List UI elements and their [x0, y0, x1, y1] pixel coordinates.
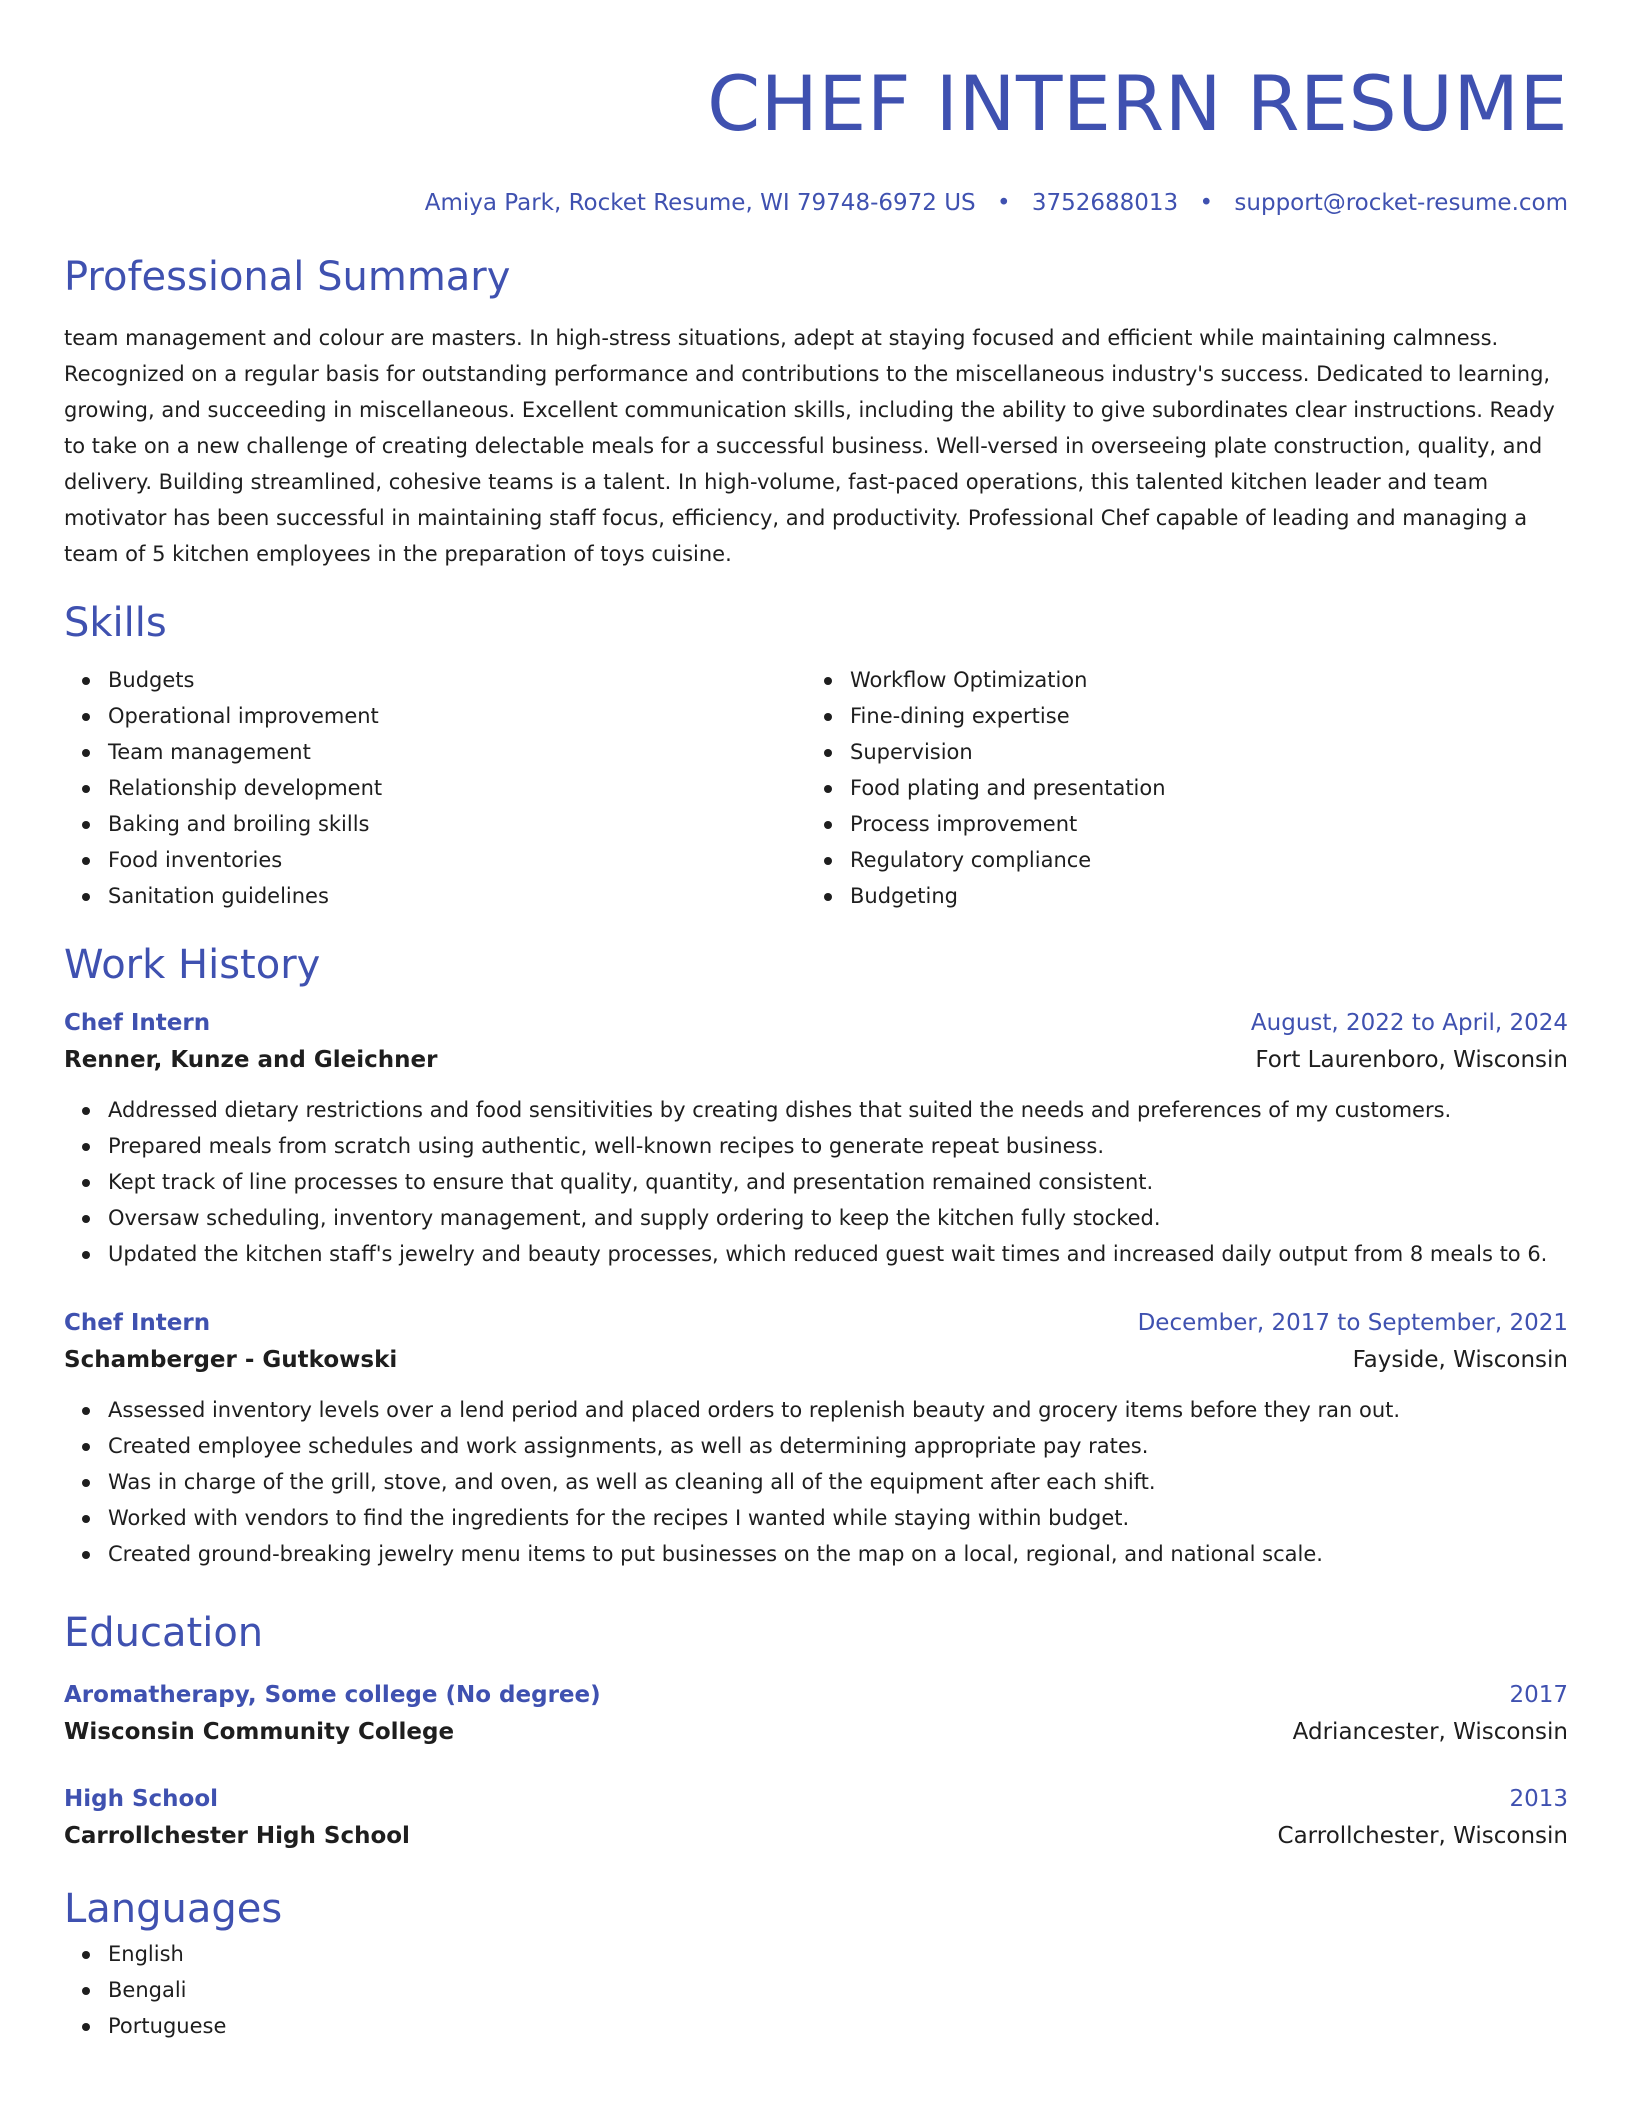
skill-item: Operational improvement: [108, 698, 806, 734]
job-bullet: Addressed dietary restrictions and food sensitivities by creating dishes that suited the needs and preferences of my customers.: [108, 1092, 1568, 1128]
skills-section: [64, 596, 1568, 914]
job-title-row: [64, 1306, 1568, 1340]
education-entry: [64, 1678, 1568, 1752]
job-location: Fort Laurenboro, Wisconsin: [1255, 1047, 1568, 1073]
skills-column-right: [806, 662, 1548, 914]
language-item: Portuguese: [108, 2008, 1568, 2044]
job-bullets: [64, 1392, 1568, 1572]
job-dates: December, 2017 to September, 2021: [1137, 1310, 1568, 1336]
job-company: Schamberger - Gutkowski: [64, 1347, 398, 1373]
skill-item: Process improvement: [850, 806, 1548, 842]
contact-phone: 3752688013: [1031, 190, 1179, 216]
job-company: Renner, Kunze and Gleichner: [64, 1047, 438, 1073]
language-item: English: [108, 1936, 1568, 1972]
skill-item: Relationship development: [108, 770, 806, 806]
skill-item: Budgets: [108, 662, 806, 698]
skill-item: Food plating and presentation: [850, 770, 1548, 806]
contact-separator: •: [996, 190, 1011, 216]
skill-item: Food inventories: [108, 842, 806, 878]
skills-list-right: [806, 662, 1548, 914]
job-bullets: [64, 1092, 1568, 1272]
education-entry: [64, 1782, 1568, 1856]
education-school: Wisconsin Community College: [64, 1719, 455, 1745]
education-year: 2013: [1509, 1786, 1568, 1812]
skill-item: Budgeting: [850, 878, 1548, 914]
job-bullet: Was in charge of the grill, stove, and oven, as well as cleaning all of the equipment after each shift.: [108, 1464, 1568, 1500]
job-entry: [64, 1306, 1568, 1572]
job-bullet: Kept track of line processes to ensure that quality, quantity, and presentation remained consistent.: [108, 1164, 1568, 1200]
job-bullet: Assessed inventory levels over a lend period and placed orders to replenish beauty and grocery items before they ran out.: [108, 1392, 1568, 1428]
job-bullet: Worked with vendors to find the ingredients for the recipes I wanted while staying within budget.: [108, 1500, 1568, 1536]
job-title: Chef Intern: [64, 1310, 211, 1336]
education-heading: Education: [64, 1610, 264, 1656]
job-bullet: Oversaw scheduling, inventory management, and supply ordering to keep the kitchen fully stocked.: [108, 1200, 1568, 1236]
skill-item: Sanitation guidelines: [108, 878, 806, 914]
languages-heading: Languages: [64, 1886, 283, 1932]
job-bullet: Updated the kitchen staff's jewelry and beauty processes, which reduced guest wait times and increased daily output from 8 meals to 6.: [108, 1236, 1568, 1272]
education-year: 2017: [1509, 1682, 1568, 1708]
skills-columns: [64, 662, 1568, 914]
job-entry: [64, 1006, 1568, 1272]
contact-email: support@rocket-resume.com: [1234, 190, 1568, 216]
contact-separator: •: [1199, 190, 1214, 216]
job-bullet: Prepared meals from scratch using authentic, well-known recipes to generate repeat business.: [108, 1128, 1568, 1164]
education-section: [64, 1606, 1568, 1856]
job-company-row: [64, 1340, 1568, 1380]
skills-column-left: [64, 662, 806, 914]
summary-section: [64, 250, 1568, 572]
resume-header: [64, 56, 1568, 218]
job-bullet: Created employee schedules and work assignments, as well as determining appropriate pay rates.: [108, 1428, 1568, 1464]
contact-address: Amiya Park, Rocket Resume, WI 79748-6972 US: [424, 190, 976, 216]
languages-list: [64, 1936, 1568, 2044]
education-degree: Aromatherapy, Some college (No degree): [64, 1682, 601, 1708]
job-title-row: [64, 1006, 1568, 1040]
skills-heading: Skills: [64, 600, 167, 646]
job-company-row: [64, 1040, 1568, 1080]
work-heading: Work History: [64, 942, 321, 988]
skill-item: Fine-dining expertise: [850, 698, 1548, 734]
skill-item: Workflow Optimization: [850, 662, 1548, 698]
languages-section: [64, 1882, 1568, 2044]
job-title: Chef Intern: [64, 1010, 211, 1036]
education-school-row: [64, 1712, 1568, 1752]
education-location: Adriancester, Wisconsin: [1292, 1719, 1568, 1745]
job-bullet: Created ground-breaking jewelry menu items to put businesses on the map on a local, regional, and national scale.: [108, 1536, 1568, 1572]
education-location: Carrollchester, Wisconsin: [1277, 1823, 1568, 1849]
contact-line: [64, 188, 1568, 218]
skill-item: Regulatory compliance: [850, 842, 1548, 878]
skill-item: Supervision: [850, 734, 1548, 770]
skills-list-left: [64, 662, 806, 914]
skill-item: Team management: [108, 734, 806, 770]
skill-item: Baking and broiling skills: [108, 806, 806, 842]
education-degree-row: [64, 1678, 1568, 1712]
education-degree-row: [64, 1782, 1568, 1816]
summary-heading: Professional Summary: [64, 254, 511, 300]
summary-text: team management and colour are masters. In high-stress situations, adept at staying focused and efficient while maintaining calmness. Recognized on a regular basis for outstanding performance and contributions to the miscellaneous industry's success. Dedicated to learning, growing, and succeeding in miscellaneous. Excellent communication skills, including the ability to give subordinates clear instructions. Ready to take on a new challenge of creating delectable meals for a successful business. Well-versed in overseeing plate construction, quality, and delivery. Building streamlined, cohesive teams is a talent. In high-volume, fast-paced operations, this talented kitchen leader and team motivator has been successful in maintaining staff focus, efficiency, and productivity. Professional Chef capable of leading and managing a team of 5 kitchen employees in the preparation of toys cuisine.: [64, 326, 1555, 566]
job-dates: August, 2022 to April, 2024: [1250, 1010, 1568, 1036]
language-item: Bengali: [108, 1972, 1568, 2008]
education-degree: High School: [64, 1786, 219, 1812]
work-section: [64, 938, 1568, 1572]
job-location: Fayside, Wisconsin: [1352, 1347, 1568, 1373]
education-school-row: [64, 1816, 1568, 1856]
resume-title: CHEF INTERN RESUME: [707, 59, 1568, 148]
education-school: Carrollchester High School: [64, 1823, 410, 1849]
